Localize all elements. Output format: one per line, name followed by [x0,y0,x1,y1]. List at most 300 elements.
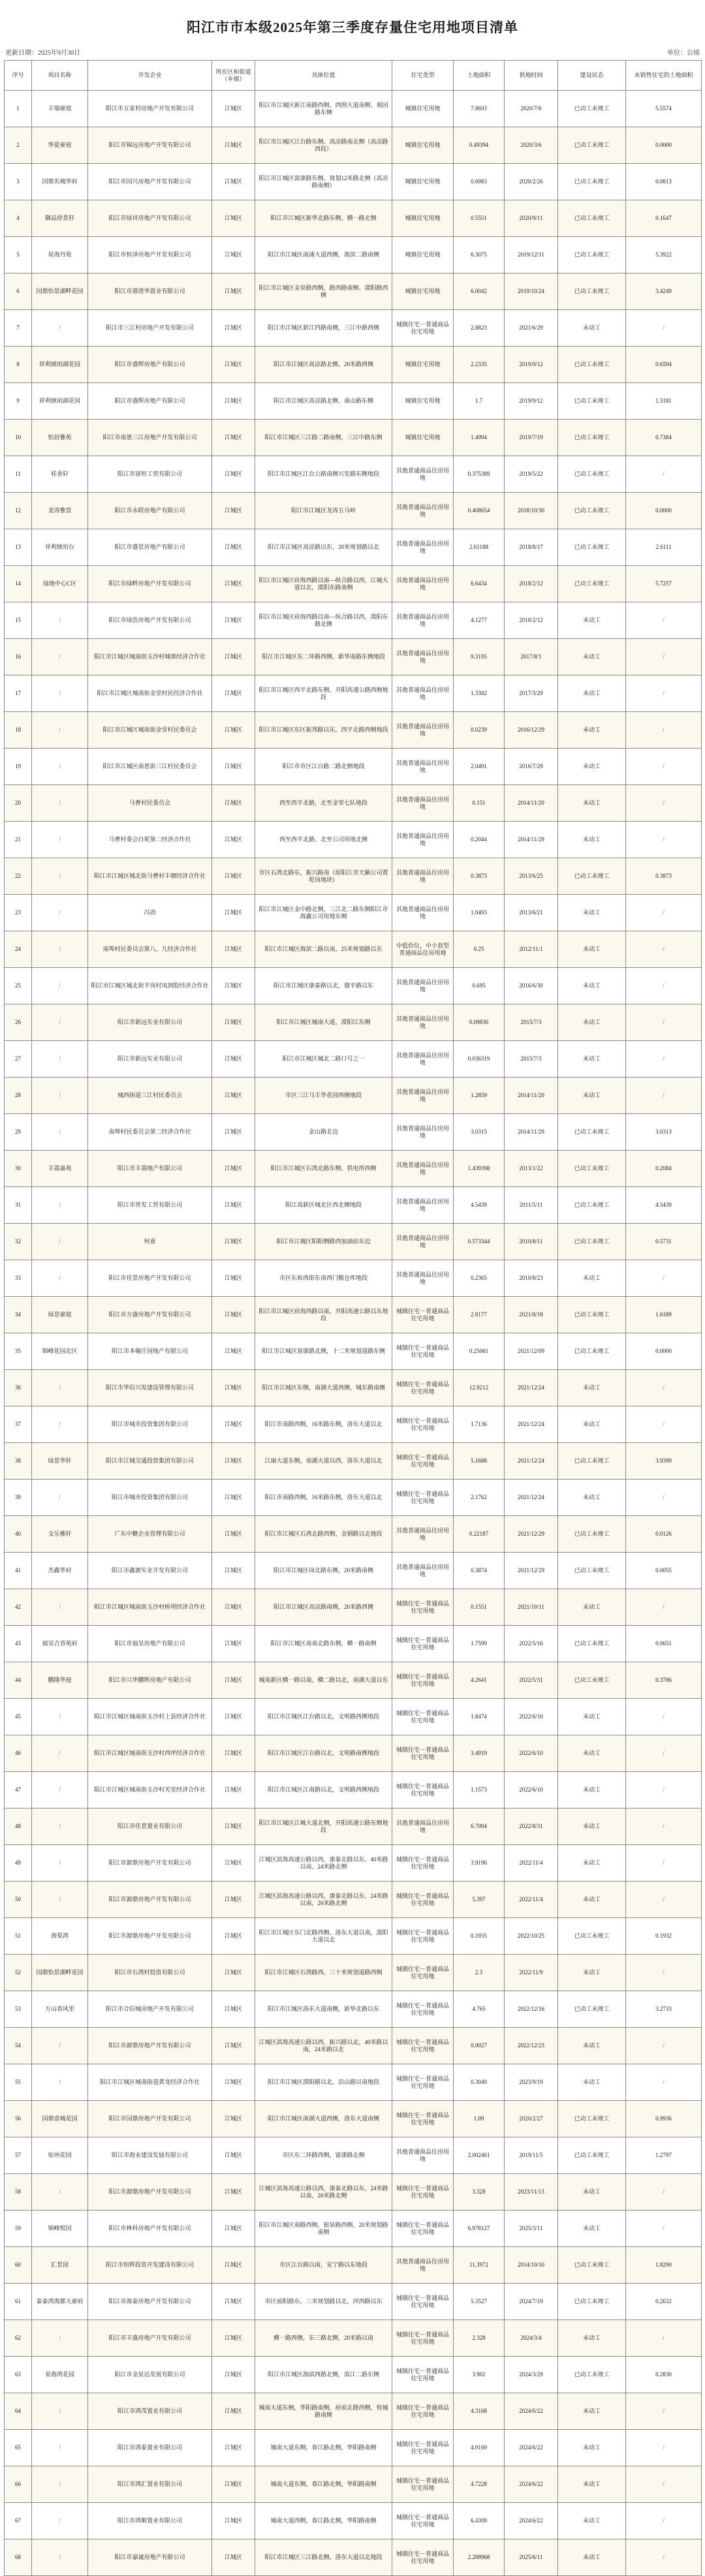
unsold-land-area: 0.2632 [626,2284,702,2320]
table-row [5,712,702,749]
land-area: 4.3168 [454,2393,505,2430]
construction-status: 未动工 [558,1845,626,1882]
row-number: 22 [5,858,32,895]
row-number: 46 [5,1735,32,1772]
project-name: / [32,2539,88,2576]
location: 江丽大道东侧，南湖大道以西，洛东大道以北 [255,1443,392,1480]
location: 阳江市江城区城南大道，漠阳江东侧 [255,1004,392,1041]
row-number: 14 [5,566,32,602]
land-area: 1.3382 [454,675,505,712]
project-name: 绿景华轩 [32,1443,88,1480]
project-name: / [32,2430,88,2466]
project-name: / [32,895,88,931]
developer: 阳江市盛辉房地产有限公司 [88,347,212,383]
supply-date: 2018/2/12 [505,602,558,639]
supply-date: 2025/6/11 [505,2539,558,2576]
row-number: 9 [5,383,32,420]
construction-status: 未动工 [558,1589,626,1626]
unsold-land-area: / [626,1808,702,1845]
project-name: / [32,858,88,895]
supply-date: 2018/8/17 [505,529,558,566]
location: 阳江市江城区富康路北侧，十二米规划道路东侧 [255,1333,392,1370]
supply-date: 2014/11/29 [505,1114,558,1151]
district: 江城区 [212,2211,255,2247]
housing-type: 城镇住宅－普通商品住宅用地 [392,1406,454,1443]
supply-date: 2021/12/24 [505,1370,558,1406]
unsold-land-area: 0.5731 [626,1224,702,1260]
district: 江城区 [212,712,255,749]
row-number: 49 [5,1845,32,1882]
housing-type: 城镇住宅－普通商品住宅用地 [392,2284,454,2320]
location: 阳江市江城区新江四路南侧，三江中路西侧 [255,310,392,347]
housing-type: 城镇住宅－普通商品住宅用地 [392,310,454,347]
unsold-land-area: / [626,1955,702,1991]
construction-status: 已动工未竣工 [558,1224,626,1260]
row-number: 4 [5,200,32,237]
construction-status: 已动工未竣工 [558,127,626,164]
land-area: 1.439398 [454,1151,505,1187]
row-number: 18 [5,712,32,749]
location: 金山路北边 [255,1114,392,1151]
housing-type: 其他普通商品住房用地 [392,529,454,566]
developer: 阳江市丰盛房地产开发有限公司 [88,2320,212,2357]
developer: 阳江市五家村房地产开发有限公司 [88,91,212,127]
construction-status: 未动工 [558,1735,626,1772]
supply-date: 2010/8/11 [505,1224,558,1260]
housing-type: 城镇住宅用地 [392,420,454,456]
table-row [5,2430,702,2466]
developer: 阳江市源鼎房地产开发有限公司 [88,1845,212,1882]
developer: 阳江市江城区南恩街三江村民委员会 [88,749,212,785]
row-number: 67 [5,2503,32,2539]
location: 阳江市南路西侧，16米路东侧，洛东大道以北 [255,1480,392,1516]
land-area: 3.902 [454,2357,505,2393]
land-area: 2.8823 [454,310,505,347]
district: 江城区 [212,164,255,200]
project-name: / [32,1114,88,1151]
district: 江城区 [212,968,255,1004]
project-name: / [32,1187,88,1224]
construction-status: 未动工 [558,1480,626,1516]
table-row [5,1808,702,1845]
land-area: 5.3527 [454,2284,505,2320]
land-area: 0.0027 [454,2028,505,2064]
construction-status: 未动工 [558,931,626,968]
construction-status: 未动工 [558,1004,626,1041]
table-row [5,858,702,895]
construction-status: 未动工 [558,2466,626,2503]
location: 西至西平北路、北至公司用地北侧 [255,822,392,858]
project-name: 怡居雅苑 [32,420,88,456]
project-name: 桂香轩 [32,456,88,493]
table-row [5,1333,702,1370]
supply-date: 2020/2/26 [505,164,558,200]
housing-type: 其他普通商品住房用地 [392,602,454,639]
table-row [5,237,702,273]
land-area: 0.1935 [454,1918,505,1955]
row-number: 57 [5,2137,32,2174]
land-area: 1.7599 [454,1626,505,1662]
construction-status: 未动工 [558,1882,626,1918]
housing-type: 城镇住宅－普通商品住宅用地 [392,2503,454,2539]
housing-type: 其他普通商品住房用地 [392,1151,454,1187]
construction-status: 已动工未竣工 [558,383,626,420]
project-name: / [32,822,88,858]
construction-status: 已动工未竣工 [558,1114,626,1151]
supply-date: 2013/6/25 [505,858,558,895]
land-area: 0.2365 [454,1260,505,1297]
developer: 阳江市国鼎房地产开发有限公司 [88,2101,212,2137]
district: 江城区 [212,1443,255,1480]
unsold-land-area: / [626,1370,702,1406]
row-number: 5 [5,237,32,273]
unsold-land-area: 0.1647 [626,200,702,237]
housing-type: 城镇住宅用地 [392,383,454,420]
developer: 阳江市世发工贸有限公司 [88,1187,212,1224]
location: 阳江市江城区南湖大道西侧，洛东大道南侧 [255,2101,392,2137]
unsold-land-area: 0.0055 [626,1553,702,1589]
district: 江城区 [212,2284,255,2320]
supply-date: 2022/5/16 [505,1626,558,1662]
project-name: / [32,2064,88,2101]
project-name: 泰泰湾海都大豪府 [32,2284,88,2320]
land-area: 3.4919 [454,1735,505,1772]
developer: 南埠村民委员会第二经济合作社 [88,1114,212,1151]
construction-status: 已动工未竣工 [558,1297,626,1333]
project-name: / [32,1699,88,1735]
column-header: 供地时间 [505,61,558,91]
construction-status: 未动工 [558,1699,626,1735]
district: 江城区 [212,1808,255,1845]
location: 阳江市江城区康泰路以北，德平路以东 [255,968,392,1004]
unsold-land-area: / [626,1078,702,1114]
land-area: 0.25061 [454,1333,505,1370]
district: 江城区 [212,785,255,822]
district: 江城区 [212,1114,255,1151]
project-name: / [32,1735,88,1772]
housing-type: 其他普通商品住房用地 [392,1114,454,1151]
construction-status: 已动工未竣工 [558,420,626,456]
district: 江城区 [212,1004,255,1041]
supply-date: 2020/3/6 [505,127,558,164]
row-number: 26 [5,1004,32,1041]
unsold-land-area: 1.6189 [626,1297,702,1333]
developer: 阳江市海业建设发展有限公司 [88,2137,212,2174]
housing-type: 其他普通商品住房用地 [392,785,454,822]
housing-type: 城镇住宅－普通商品住宅用地 [392,2539,454,2576]
developer: 马曹村民委员会 [88,785,212,822]
district: 江城区 [212,931,255,968]
developer: 阳江市江城区城南街玉沙村城郊经济合作社 [88,639,212,675]
row-number: 34 [5,1297,32,1333]
supply-date: 2019/11/5 [505,2137,558,2174]
table-row [5,164,702,200]
project-name: / [32,1004,88,1041]
project-name: 祥利琥珀台 [32,529,88,566]
supply-date: 2013/6/21 [505,895,558,931]
housing-type: 城镇住宅－普通商品住宅用地 [392,1589,454,1626]
location: 阳江市江城区江台公路南侧兴发路东侧地段 [255,456,392,493]
column-header: 建设状态 [558,61,626,91]
location: 阳江市江城区高凉路南侧，20米路西侧 [255,1589,392,1626]
location: 阳江市江城区海滨西路北侧，滨江二路东侧 [255,2357,392,2393]
table-row [5,1626,702,1662]
project-name: / [32,2320,88,2357]
project-name: 华夏豪庭 [32,127,88,164]
construction-status: 未动工 [558,639,626,675]
construction-status: 已动工未竣工 [558,493,626,529]
developer: 阳江市海泰房地产开发有限公司 [88,2284,212,2320]
location: 阳江市江城区岗北路东侧，20米路南侧 [255,1553,392,1589]
land-area: 6.7094 [454,1808,505,1845]
table-row [5,1480,702,1516]
project-name: 国鼎怡景湖畔花园 [32,1955,88,1991]
unsold-land-area: / [626,1260,702,1297]
location: 阳江市江城区洛东大道南侧，新华北路以东 [255,1991,392,2028]
supply-date: 2022/6/10 [505,1772,558,1808]
location: 阳江市江城区江台路东侧、高凉路南北侧（高凉路西段） [255,127,392,164]
construction-status: 已动工未竣工 [558,2247,626,2284]
row-number: 60 [5,2247,32,2284]
land-area: 12.9212 [454,1370,505,1406]
developer: 阳江市江城区城北街平岗村凤洞股经济合作社 [88,968,212,1004]
row-number: 8 [5,347,32,383]
developer: 南埠村民委员会第八，九经济合作社 [88,931,212,968]
housing-type: 城镇住宅－普通商品住宅用地 [392,2357,454,2393]
district: 江城区 [212,1260,255,1297]
district: 江城区 [212,1187,255,1224]
land-area: 0.3874 [454,1553,505,1589]
housing-type: 城镇住宅－普通商品住宅用地 [392,2211,454,2247]
table-row [5,1297,702,1333]
project-name: 祥利琥珀湖花园 [32,383,88,420]
district: 江城区 [212,1224,255,1260]
construction-status: 未动工 [558,2174,626,2211]
table-row [5,1041,702,1078]
row-number: 59 [5,2211,32,2247]
housing-type: 其他普通商品住房用地 [392,968,454,1004]
row-number: 54 [5,2028,32,2064]
supply-date: 2019/10/24 [505,273,558,310]
unsold-land-area: 4.5439 [626,1187,702,1224]
housing-type: 城镇住宅－普通商品住宅用地 [392,1370,454,1406]
developer: 阳江市鸿汇置业有限公司 [88,2466,212,2503]
location: 城南大道东侧，华阳路南侧，府前北路西侧，悦城路南侧 [255,2393,392,2430]
district: 江城区 [212,1406,255,1443]
table-row [5,2247,702,2284]
location: 阳江市江城区城北二路口号之一 [255,1041,392,1078]
developer: 阳江市恒辉投资开发建设有限公司 [88,2247,212,2284]
construction-status: 已动工未竣工 [558,566,626,602]
housing-type: 城镇住宅－普通商品住宅用地 [392,1699,454,1735]
document-title: 阳江市市本级2025年第三季度存量住宅用地项目清单 [187,20,518,35]
table-row [5,2357,702,2393]
row-number: 55 [5,2064,32,2101]
location: 阳江市江城区三江路北侧，洛东大道以北地段 [255,2539,392,2576]
developer: 阳江市锦远房地产开发有限公司 [88,127,212,164]
construction-status: 未动工 [558,822,626,858]
construction-status: 已动工未竣工 [558,2101,626,2137]
unsold-land-area: / [626,310,702,347]
location: 阳江市江城区江台路以北，文明路西侧地段 [255,1699,392,1735]
supply-date: 2019/12/11 [505,237,558,273]
row-number: 17 [5,675,32,712]
project-name: / [32,1224,88,1260]
supply-date: 2024/6/22 [505,2393,558,2430]
row-number: 65 [5,2430,32,2466]
district: 江城区 [212,1553,255,1589]
land-area: 4.1277 [454,602,505,639]
land-area: 1.8474 [454,1699,505,1735]
table-row [5,968,702,1004]
developer: 阳江市方盛房地产开发有限公司 [88,1297,212,1333]
developer: 阳江市嘉诚房地产有限公司 [88,2539,212,2576]
location: 阳江市江城区高凉路北侧、20米路西侧 [255,347,392,383]
table-row [5,1187,702,1224]
location: 江城区滨海高速公路以西，康泰北路以东，24米路以南，20米路北侧 [255,1882,392,1918]
developer: 阳江市港澄华置业有限公司 [88,273,212,310]
district: 江城区 [212,1370,255,1406]
row-number: 10 [5,420,32,456]
table-body [5,91,702,2576]
construction-status: 已动工未竣工 [558,1626,626,1662]
supply-date: 2024/6/22 [505,2430,558,2466]
location: 阳江市江城区新江南路西侧，西围大道南侧、观园路东侧 [255,91,392,127]
project-name: / [32,1370,88,1406]
row-number: 6 [5,273,32,310]
project-name: / [32,2393,88,2430]
developer: 阳江市城市投资集团有限公司 [88,1406,212,1443]
table-row [5,1845,702,1882]
project-name: 杰鑫华府 [32,1553,88,1589]
developer: 冯劲 [88,895,212,931]
land-area: 2.8177 [454,1297,505,1333]
unsold-land-area: 0.6594 [626,347,702,383]
district: 江城区 [212,2393,255,2430]
supply-date: 2019/9/12 [505,383,558,420]
construction-status: 未动工 [558,1955,626,1991]
developer: 阳江市绿畔房地产开发有限公司 [88,566,212,602]
district: 江城区 [212,237,255,273]
housing-type: 其他普通商品住房用地 [392,566,454,602]
developer: 阳江市盛景房地产有限公司 [88,529,212,566]
housing-type: 其他普通商品住房用地 [392,2247,454,2284]
column-header: 开发企业 [88,61,212,91]
row-number: 23 [5,895,32,931]
location: 市区东和西街东南西门粮仓库地段 [255,1260,392,1297]
unsold-land-area: / [626,2211,702,2247]
row-number: 12 [5,493,32,529]
district: 江城区 [212,1333,255,1370]
unsold-land-area: / [626,968,702,1004]
table-header-row [5,61,702,91]
table-row [5,1114,702,1151]
developer: 阳江市源鼎房地产开发有限公司 [88,2174,212,2211]
row-number: 68 [5,2539,32,2576]
project-name: / [32,1882,88,1918]
location: 江城区滨海高速公路以西，康泰北路以东，24米路以南，20米路北侧 [255,2174,392,2211]
construction-status: 未动工 [558,675,626,712]
unsold-land-area: / [626,2539,702,2576]
project-name: 国鼎怡景湖畔花园 [32,273,88,310]
district: 江城区 [212,2539,255,2576]
project-name: 国鼎名城华府 [32,164,88,200]
project-name: / [32,785,88,822]
row-number: 24 [5,931,32,968]
district: 江城区 [212,2101,255,2137]
location: 城南新区横一路以南，横二路以北，南湖大道以东 [255,1662,392,1699]
housing-type: 城镇住宅用地 [392,127,454,164]
construction-status: 已动工未竣工 [558,1991,626,2028]
location: 市区三江马丰华花园西侧地段 [255,1078,392,1114]
row-number: 16 [5,639,32,675]
housing-type: 其他普通商品住房用地 [392,456,454,493]
location: 城南大道东侧，春江路北侧，华阳路南侧 [255,2466,392,2503]
table-row [5,931,702,968]
housing-type: 城镇住宅－普通商品住宅用地 [392,2064,454,2101]
row-number: 64 [5,2393,32,2430]
district: 江城区 [212,1480,255,1516]
project-name: 锦峰悦园 [32,2211,88,2247]
supply-date: 2022/8/31 [505,1808,558,1845]
table-row [5,1918,702,1955]
project-name: / [32,1772,88,1808]
location: 阳江市江城区龙涛五马岭 [255,493,392,529]
land-area: 0.695 [454,968,505,1004]
district: 江城区 [212,2174,255,2211]
table-row [5,1370,702,1406]
location: 阳江市江城区江城大道北侧，开阳高速公路东侧地段 [255,1808,392,1845]
district: 江城区 [212,1516,255,1553]
developer: 阳江市鸿茂置业有限公司 [88,2393,212,2430]
land-area: 1.7136 [454,1406,505,1443]
construction-status: 未动工 [558,602,626,639]
district: 江城区 [212,1662,255,1699]
row-number: 27 [5,1041,32,1078]
district: 江城区 [212,1735,255,1772]
row-number: 41 [5,1553,32,1589]
district: 江城区 [212,675,255,712]
supply-date: 2024/6/22 [505,2503,558,2539]
land-area: 3.0315 [454,1114,505,1151]
table-row [5,1589,702,1626]
developer: 阳江市江城区城南街道黄龙经济合作社 [88,2064,212,2101]
row-number: 35 [5,1333,32,1370]
table-row [5,347,702,383]
row-number: 13 [5,529,32,566]
row-number: 28 [5,1078,32,1114]
location: 阳江市江城区石湾北路西侧，金钢路以北地段 [255,1516,392,1553]
location: 阳江市江城区江南路以北，文明路西侧地段 [255,1772,392,1808]
unsold-land-area: / [626,1004,702,1041]
location: 西至西平北路，北至金荣七队地段 [255,785,392,822]
row-number: 63 [5,2357,32,2393]
housing-type: 城镇住宅－普通商品住宅用地 [392,1735,454,1772]
land-area: 0.6983 [454,164,505,200]
construction-status: 未动工 [558,895,626,931]
location: 市区前阳路东，三米规划路以北，河西路以东 [255,2284,392,2320]
unsold-land-area: / [626,456,702,493]
location: 阳江市江城区石湾北路东侧、供电所西侧 [255,1151,392,1187]
construction-status: 已动工未竣工 [558,529,626,566]
district: 江城区 [212,310,255,347]
unsold-land-area: / [626,712,702,749]
table-row [5,2137,702,2174]
supply-date: 2022/6/10 [505,1735,558,1772]
district: 江城区 [212,2503,255,2539]
land-area: 2.328 [454,2320,505,2357]
project-name: 丰荔嘉苑 [32,1151,88,1187]
